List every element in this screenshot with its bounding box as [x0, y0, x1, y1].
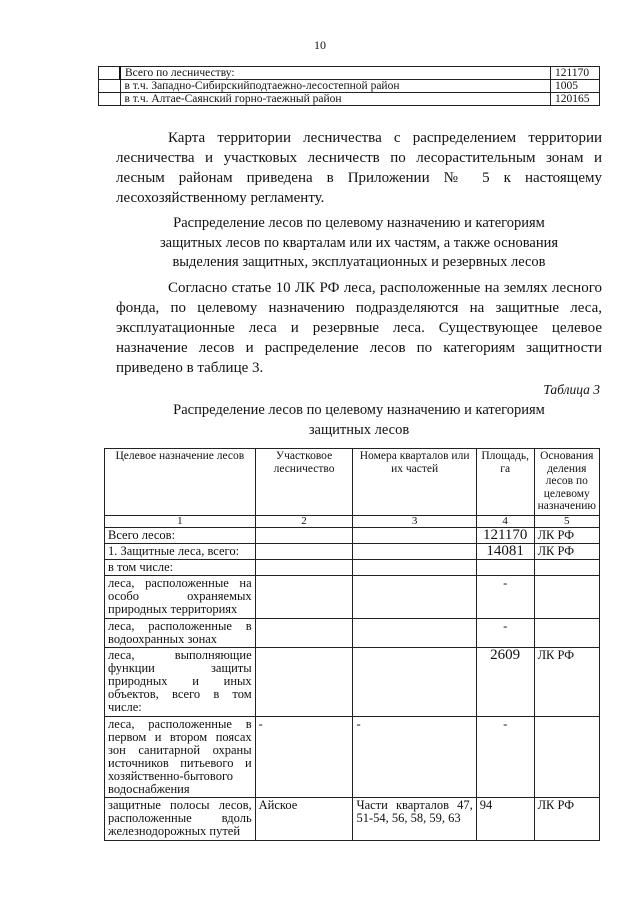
paragraph-article10: Согласно статье 10 ЛК РФ леса, расположенные на землях лесного фонда, по целевому назначению подразделяются на защитные леса, эксплуатационные леса и резервные леса. Существующее целевое назначение лесов и распределение лесов по категориям защитности приведено в таблице 3.: [116, 280, 602, 376]
table-row: в том числе:: [105, 560, 600, 576]
header-quarters: Номера кварталов или их частей: [353, 449, 476, 516]
summary-label: в т.ч. Алтае-Саянский горно-таежный район: [120, 93, 551, 106]
paragraph-map: Карта территории лесничества с распределением территории лесничества и участковых лесничеств по лесорастительным зонам и лесным районам приведена в Приложении № 5 к настоящему лесохозяйственному регламенту.: [116, 130, 602, 206]
forest-distribution-table: [104, 448, 600, 841]
table-row: леса, расположенные в первом и втором поясах зон санитарной охраны источников питьевого и хозяйственно-бытового водоснабжения - - -: [105, 717, 600, 798]
summary-label: в т.ч. Западно-Сибирскийподтаежно-лесостепной район: [120, 80, 551, 93]
table-row: [99, 80, 600, 93]
table-row: 1. Защитные леса, всего: 14081 ЛК РФ: [105, 544, 600, 560]
table-row: леса, выполняющие функции защиты природных и иных объектов, всего в том числе: 2609 ЛК РФ: [105, 648, 600, 717]
header-area: Площадь, га: [476, 449, 534, 516]
header-district: Участковое лесничество: [255, 449, 353, 516]
section-heading: Распределение лесов по целевому назначению и категориям защитных лесов по кварталам или их частям, а также основания выделения защитных, эксплуатационных и резервных лесов: [159, 215, 559, 270]
summary-table: [98, 66, 600, 106]
header-basis: Основания деления лесов по целевому назначению: [534, 449, 599, 516]
header-purpose: Целевое назначение лесов: [105, 449, 256, 516]
column-number-row: 1 2 3 4 5: [105, 516, 600, 528]
table-row: леса, расположенные на особо охраняемых природных территориях -: [105, 576, 600, 619]
table-row: [99, 93, 600, 106]
summary-value: 121170: [551, 67, 600, 80]
table-header-row: [105, 449, 600, 516]
summary-value: 1005: [551, 80, 600, 93]
table-row: леса, расположенные в водоохранных зонах -: [105, 619, 600, 648]
page-number: 10: [314, 38, 326, 52]
table-label: Таблица 3: [543, 382, 600, 397]
summary-label: Всего по лесничеству:: [120, 67, 551, 80]
table-row: [99, 67, 600, 80]
table-title: Распределение лесов по целевому назначению и категориям защитных лесов: [173, 402, 545, 438]
table-row: Всего лесов: 121170 ЛК РФ: [105, 528, 600, 544]
summary-value: 120165: [551, 93, 600, 106]
table-row: защитные полосы лесов, расположенные вдоль железнодорожных путей Айское Части кварталов 47, 51-54, 56, 58, 59, 63 94 ЛК РФ: [105, 798, 600, 841]
